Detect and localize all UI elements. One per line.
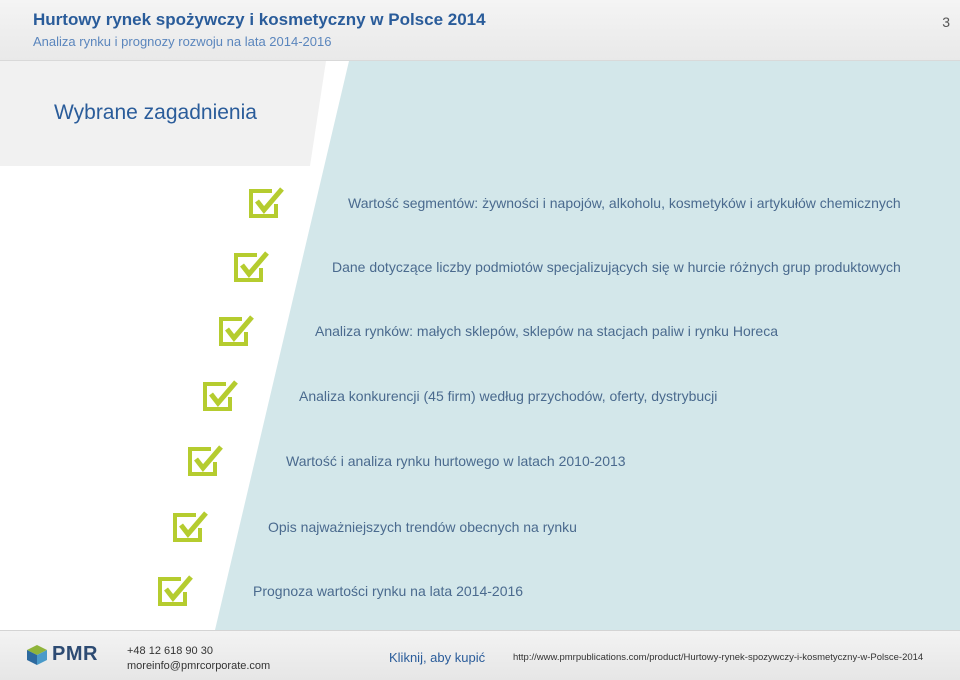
list-item — [202, 376, 717, 416]
contact-phone: +48 12 618 90 30 — [127, 645, 213, 657]
list-item-text: Wartość i analiza rynku hurtowego w latach 2010-2013 — [286, 453, 626, 469]
list-item — [233, 247, 901, 287]
list-item-text: Opis najważniejszych trendów obecnych na rynku — [268, 519, 577, 535]
page-number: 3 — [942, 14, 950, 30]
list-item — [248, 183, 901, 223]
document-subtitle: Analiza rynku i prognozy rozwoju na lata 2014-2016 — [33, 34, 332, 49]
buy-link[interactable]: Kliknij, aby kupić — [389, 650, 486, 665]
checkbox-checked-icon — [248, 186, 284, 220]
list-item-text: Analiza konkurencji (45 firm) według przychodów, oferty, dystrybucji — [299, 388, 718, 404]
contact-email[interactable]: moreinfo@pmrcorporate.com — [127, 660, 271, 672]
list-item — [172, 507, 577, 547]
checkbox-checked-icon — [157, 574, 193, 608]
list-item — [157, 571, 523, 611]
checkbox-checked-icon — [187, 444, 223, 478]
list-item-text: Analiza rynków: małych sklepów, sklepów na stacjach paliw i rynku Horeca — [315, 323, 778, 339]
logo-text: PMR — [52, 643, 98, 665]
section-title: Wybrane zagadnienia — [54, 101, 257, 124]
product-url-link[interactable]: http://www.pmrpublications.com/product/Hurtowy-rynek-spozywczy-i-kosmetyczny-w-Polsce-2014 — [513, 652, 924, 663]
checkbox-checked-icon — [172, 510, 208, 544]
pmr-logo — [26, 643, 98, 666]
checkbox-checked-icon — [233, 250, 269, 284]
document-header — [0, 0, 960, 61]
list-item-text: Prognoza wartości rynku na lata 2014-2016 — [253, 583, 524, 599]
checkbox-checked-icon — [202, 379, 238, 413]
document-title: Hurtowy rynek spożywczy i kosmetyczny w Polsce 2014 — [33, 10, 486, 29]
checkbox-checked-icon — [218, 314, 254, 348]
list-item-text: Dane dotyczące liczby podmiotów specjalizujących się w hurcie różnych grup produktowych — [332, 259, 901, 275]
list-item-text: Wartość segmentów: żywności i napojów, alkoholu, kosmetyków i artykułów chemicznych — [348, 195, 901, 211]
list-item — [218, 311, 778, 351]
list-item — [187, 441, 626, 481]
pmr-cube-icon — [26, 644, 48, 666]
